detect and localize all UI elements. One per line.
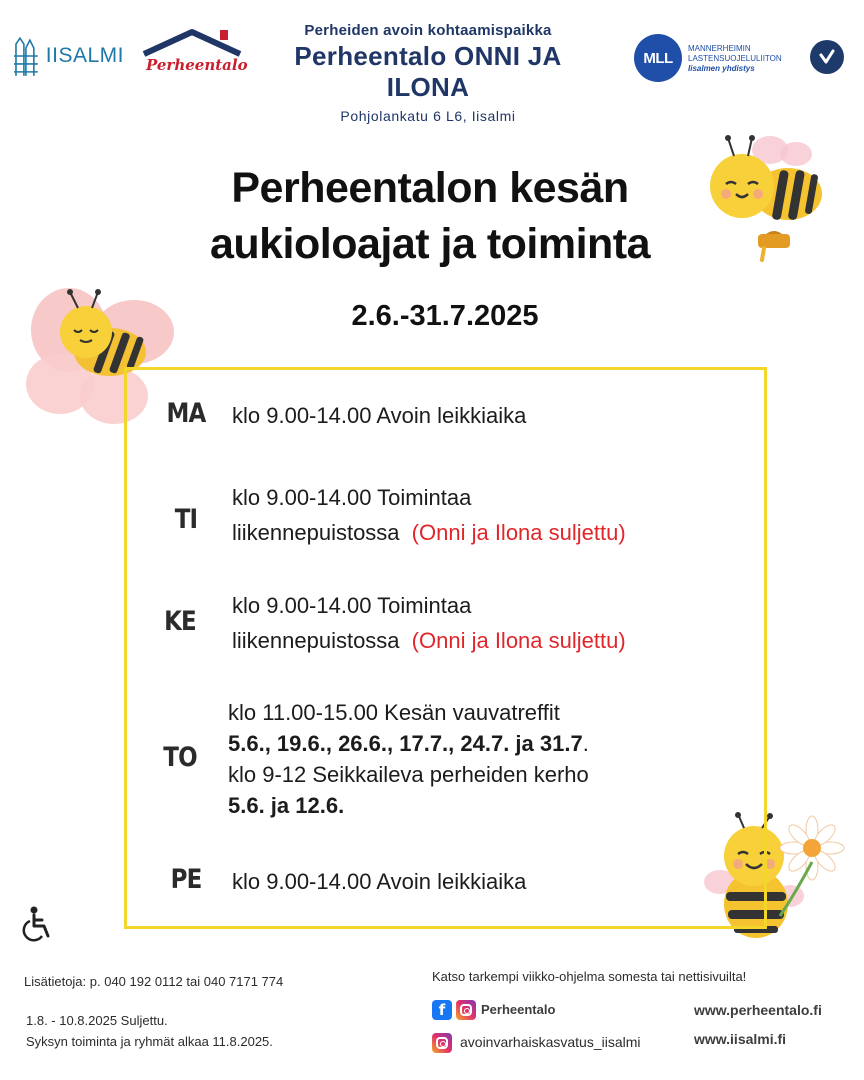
mll-logo: [634, 34, 794, 84]
schedule-ti-place: liikennepuistossa: [232, 520, 400, 545]
day-label-pe: PE: [170, 864, 202, 895]
perheentalo-logo: [140, 28, 248, 84]
title-line-1: Perheentalon kesän: [231, 164, 629, 212]
schedule-pe-text: klo 9.00-14.00 Avoin leikkiaika: [232, 869, 527, 894]
footer-web-iisalmi[interactable]: www.iisalmi.fi: [694, 1031, 787, 1047]
footer-autumn-start: Syksyn toiminta ja ryhmät alkaa 11.8.2025.: [26, 1034, 273, 1049]
day-label-ma: MA: [166, 398, 206, 429]
iisalmi-crest-icon: [12, 34, 40, 78]
perheentalo-logo-text: Perheentalo: [146, 56, 248, 74]
schedule-ke-line1: klo 9.00-14.00 Toimintaa: [232, 593, 472, 618]
date-range: 2.6.-31.7.2025: [351, 300, 539, 332]
schedule-ti-line1: klo 9.00-14.00 Toimintaa: [232, 485, 472, 510]
schedule-to-kerho-dates: 5.6. ja 12.6.: [228, 793, 345, 818]
footer-web-perheentalo[interactable]: www.perheentalo.fi: [694, 1002, 822, 1018]
bee-with-honey-icon: [704, 130, 834, 265]
day-label-to: TO: [163, 742, 197, 773]
wheelchair-accessible-icon: [22, 906, 54, 942]
footer-perheentalo-social[interactable]: Perheentalo: [481, 1002, 556, 1017]
mll-text: [688, 44, 782, 74]
quality-badge-icon: [810, 40, 844, 74]
schedule-ti-line2: [232, 520, 626, 546]
header-title: Perheentalo ONNI JA ILONA: [294, 41, 562, 102]
schedule-to-line3: klo 9-12 Seikkaileva perheiden kerho: [228, 762, 589, 787]
footer-contact-info: Lisätietoja: p. 040 192 0112 tai 040 7171 774: [24, 974, 284, 989]
schedule-ke-note: (Onni ja Ilona suljettu): [411, 628, 626, 653]
mll-line3: Iisalmen yhdistys: [688, 64, 755, 73]
day-label-ti: TI: [174, 504, 198, 535]
facebook-icon[interactable]: f: [432, 1000, 452, 1020]
footer-ig-handle[interactable]: avoinvarhaiskasvatus_iisalmi: [460, 1034, 641, 1050]
schedule-ti-note: (Onni ja Ilona suljettu): [411, 520, 626, 545]
instagram-icon-2[interactable]: [432, 1033, 452, 1053]
schedule-ke-line2: [232, 628, 626, 654]
title-line-2: aukioloajat ja toiminta: [209, 220, 651, 268]
schedule-ma-text: klo 9.00-14.00 Avoin leikkiaika: [232, 403, 527, 428]
day-label-ke: KE: [164, 606, 196, 637]
instagram-icon[interactable]: [456, 1000, 476, 1020]
header-info: [258, 22, 598, 124]
iisalmi-logo-text: IISALMI: [45, 44, 124, 67]
header-address: Pohjolankatu 6 L6, Iisalmi: [340, 108, 516, 124]
iisalmi-logo: [12, 32, 124, 80]
mll-line2: LASTENSUOJELULIITON: [688, 54, 782, 63]
schedule-ke-place: liikennepuistossa: [232, 628, 400, 653]
house-roof-icon: [140, 28, 244, 58]
schedule-to-line1: klo 11.00-15.00 Kesän vauvatreffit: [228, 700, 560, 725]
page-title: [150, 160, 710, 272]
footer-some-note: Katso tarkempi viikko-ohjelma somesta tai nettisivuilta!: [432, 969, 747, 984]
schedule-to-line2-end: .: [582, 731, 589, 756]
mll-circle: MLL: [634, 34, 682, 82]
mll-line1: MANNERHEIMIN: [688, 44, 751, 53]
schedule-to-line2: [228, 731, 589, 757]
footer-closed-period: 1.8. - 10.8.2025 Suljettu.: [26, 1013, 168, 1028]
schedule-to-vauva-dates: 5.6., 19.6., 26.6., 17.7., 24.7. ja 31.7: [228, 731, 583, 756]
header-subtitle: Perheiden avoin kohtaamispaikka: [304, 22, 552, 39]
